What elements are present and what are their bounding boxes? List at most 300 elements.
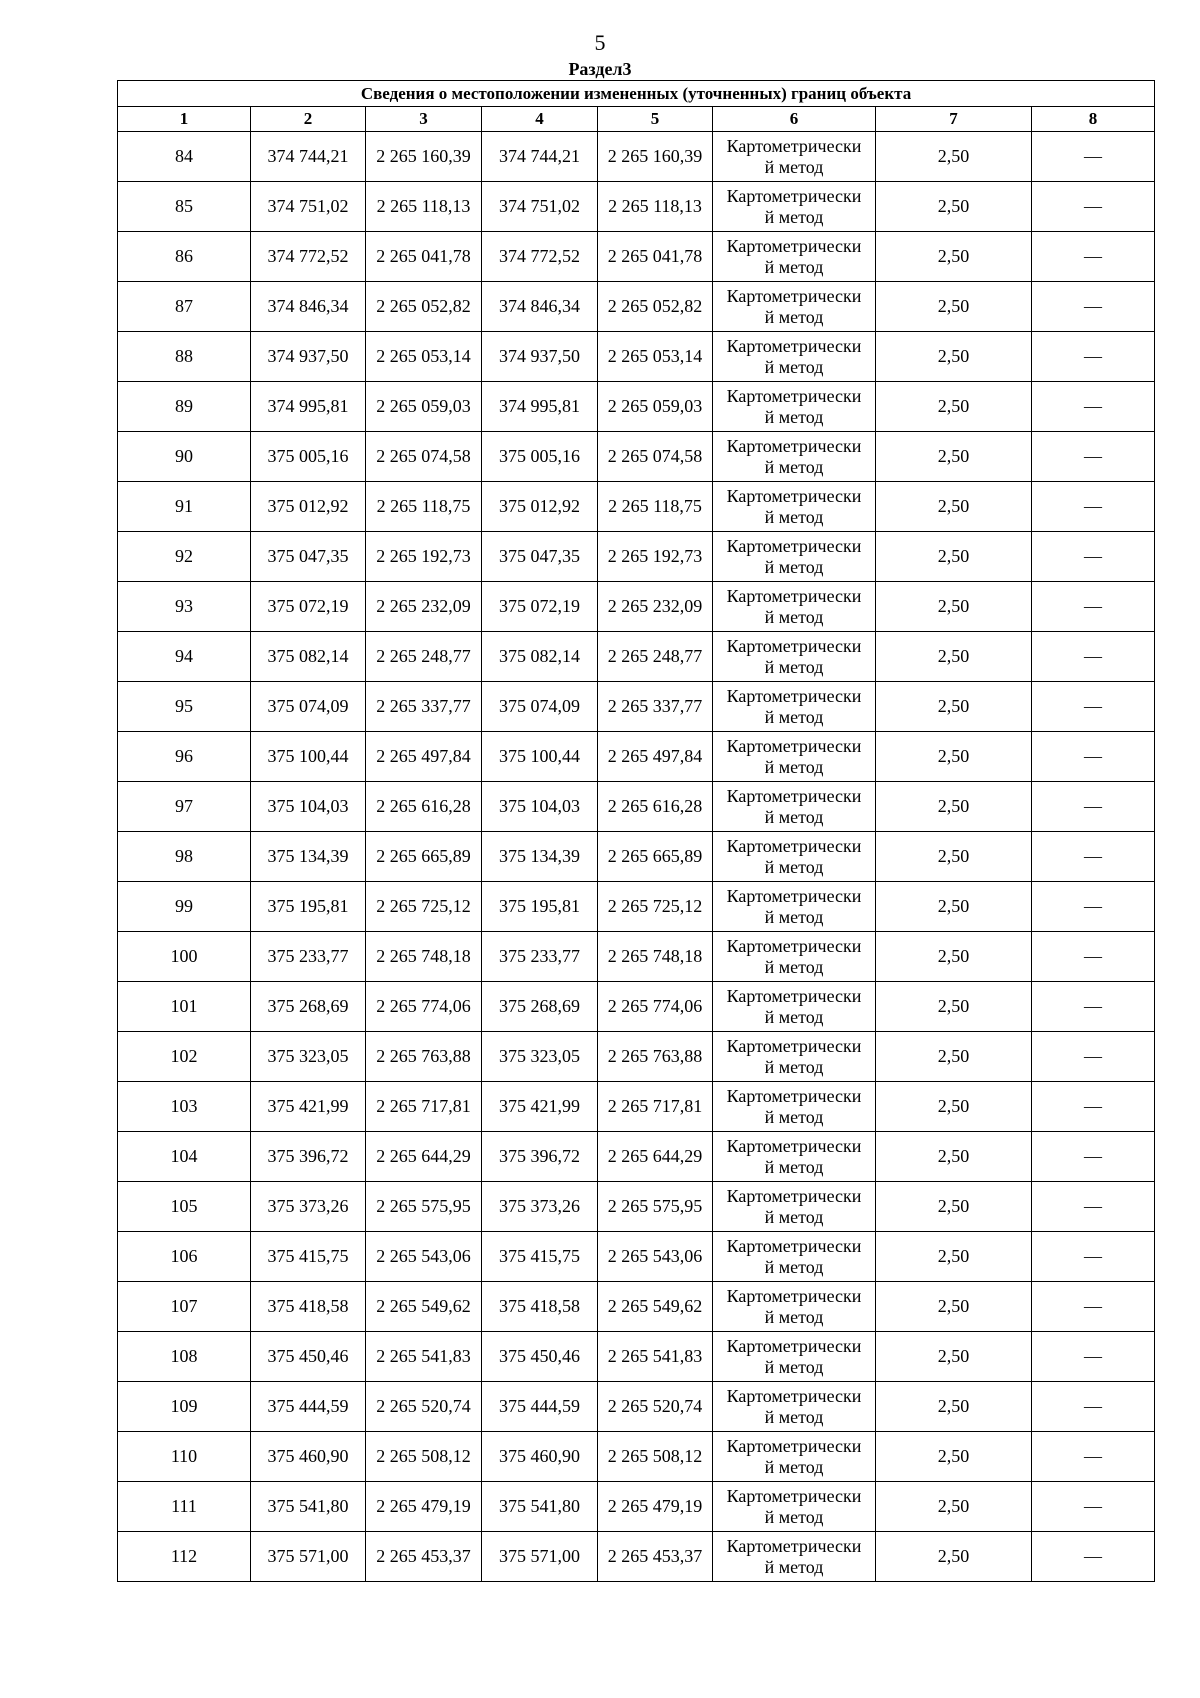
coord-x-new-cell: 374 937,50 [482,332,598,382]
accuracy-cell: 2,50 [876,682,1032,732]
accuracy-cell: 2,50 [876,1182,1032,1232]
coord-y-cell: 2 265 549,62 [366,1282,482,1332]
coord-x-cell: 375 134,39 [251,832,366,882]
method-text-line2: й метод [764,406,824,427]
point-number-cell: 95 [118,682,251,732]
point-number-cell: 112 [118,1532,251,1582]
method-text-line1: Картометрически [726,135,862,156]
point-number-cell: 102 [118,1032,251,1082]
method-text-line2: й метод [764,1456,824,1477]
accuracy-cell: 2,50 [876,1232,1032,1282]
coord-y-cell: 2 265 508,12 [366,1432,482,1482]
section-title: Раздел3 [568,59,632,79]
coord-y-cell: 2 265 337,77 [366,682,482,732]
method-text-line1: Картометрически [726,985,862,1006]
accuracy-cell: 2,50 [876,1432,1032,1482]
method-text-line2: й метод [764,656,824,677]
coord-x-cell: 375 100,44 [251,732,366,782]
accuracy-cell: 2,50 [876,1032,1032,1082]
method-text-line1: Картометрически [726,785,862,806]
method-cell [713,532,876,582]
accuracy-cell: 2,50 [876,582,1032,632]
method-text-line1: Картометрически [726,1485,862,1506]
column-number: 7 [876,107,1032,132]
coord-x-new-cell: 375 571,00 [482,1532,598,1582]
method-cell [713,1232,876,1282]
coord-y-cell: 2 265 192,73 [366,532,482,582]
coord-y-cell: 2 265 717,81 [366,1082,482,1132]
table-row [118,632,1155,682]
accuracy-cell: 2,50 [876,782,1032,832]
coord-x-cell: 375 074,09 [251,682,366,732]
method-cell [713,232,876,282]
table-row [118,382,1155,432]
coord-x-cell: 375 012,92 [251,482,366,532]
coord-y-new-cell: 2 265 541,83 [598,1332,713,1382]
method-cell [713,1382,876,1432]
table-row [118,1082,1155,1132]
table-row [118,482,1155,532]
description-cell: — [1032,882,1155,932]
boundary-coordinates-table [117,80,1155,1582]
method-cell [713,632,876,682]
method-text-line1: Картометрически [726,885,862,906]
accuracy-cell: 2,50 [876,1382,1032,1432]
coord-x-cell: 374 744,21 [251,132,366,182]
coord-y-new-cell: 2 265 616,28 [598,782,713,832]
point-number-cell: 105 [118,1182,251,1232]
coord-x-new-cell: 375 268,69 [482,982,598,1032]
accuracy-cell: 2,50 [876,332,1032,382]
method-text-line1: Картометрически [726,385,862,406]
method-text-line1: Картометрически [726,585,862,606]
method-text-line1: Картометрически [726,285,862,306]
method-text-line2: й метод [764,856,824,877]
method-text-line1: Картометрически [726,235,862,256]
accuracy-cell: 2,50 [876,1532,1032,1582]
coord-x-new-cell: 375 047,35 [482,532,598,582]
method-cell [713,1082,876,1132]
accuracy-cell: 2,50 [876,632,1032,682]
coord-y-cell: 2 265 479,19 [366,1482,482,1532]
coord-x-new-cell: 375 233,77 [482,932,598,982]
accuracy-cell: 2,50 [876,1282,1032,1332]
coord-y-new-cell: 2 265 508,12 [598,1432,713,1482]
accuracy-cell: 2,50 [876,1082,1032,1132]
description-cell: — [1032,1082,1155,1132]
coord-x-cell: 375 460,90 [251,1432,366,1482]
method-text-line1: Картометрически [726,1035,862,1056]
table-row [118,1432,1155,1482]
method-text-line1: Картометрически [726,1285,862,1306]
column-number: 4 [482,107,598,132]
description-cell: — [1032,982,1155,1032]
coord-x-cell: 375 415,75 [251,1232,366,1282]
method-text-line2: й метод [764,456,824,477]
method-text-line2: й метод [764,1306,824,1327]
coord-x-cell: 375 373,26 [251,1182,366,1232]
point-number-cell: 85 [118,182,251,232]
method-text-line2: й метод [764,1356,824,1377]
table-row [118,1232,1155,1282]
table-row [118,682,1155,732]
accuracy-cell: 2,50 [876,932,1032,982]
method-text-line1: Картометрически [726,1435,862,1456]
point-number-cell: 86 [118,232,251,282]
point-number-cell: 104 [118,1132,251,1182]
method-cell [713,482,876,532]
column-number: 8 [1032,107,1155,132]
coord-x-cell: 375 047,35 [251,532,366,582]
point-number-cell: 98 [118,832,251,882]
method-cell [713,682,876,732]
coord-y-cell: 2 265 053,14 [366,332,482,382]
point-number-cell: 110 [118,1432,251,1482]
description-cell: — [1032,282,1155,332]
accuracy-cell: 2,50 [876,282,1032,332]
coord-y-cell: 2 265 118,75 [366,482,482,532]
method-cell [713,1132,876,1182]
method-text-line1: Картометрически [726,1085,862,1106]
method-cell [713,1332,876,1382]
coord-y-new-cell: 2 265 118,13 [598,182,713,232]
method-text-line2: й метод [764,556,824,577]
accuracy-cell: 2,50 [876,882,1032,932]
method-text-line2: й метод [764,1206,824,1227]
accuracy-cell: 2,50 [876,1482,1032,1532]
method-cell [713,1032,876,1082]
coord-x-cell: 375 104,03 [251,782,366,832]
coord-y-new-cell: 2 265 665,89 [598,832,713,882]
method-cell [713,282,876,332]
coord-y-cell: 2 265 074,58 [366,432,482,482]
coord-x-cell: 375 571,00 [251,1532,366,1582]
coord-y-new-cell: 2 265 052,82 [598,282,713,332]
accuracy-cell: 2,50 [876,432,1032,482]
coord-x-new-cell: 375 418,58 [482,1282,598,1332]
coord-y-cell: 2 265 616,28 [366,782,482,832]
method-text-line2: й метод [764,956,824,977]
method-text-line2: й метод [764,1406,824,1427]
table-row [118,282,1155,332]
method-text-line1: Картометрически [726,485,862,506]
accuracy-cell: 2,50 [876,532,1032,582]
method-text-line2: й метод [764,1056,824,1077]
point-number-cell: 92 [118,532,251,582]
accuracy-cell: 2,50 [876,182,1032,232]
coord-y-cell: 2 265 575,95 [366,1182,482,1232]
coord-x-cell: 375 005,16 [251,432,366,482]
coord-y-new-cell: 2 265 644,29 [598,1132,713,1182]
coord-x-new-cell: 375 450,46 [482,1332,598,1382]
coord-x-new-cell: 375 541,80 [482,1482,598,1532]
method-cell [713,1182,876,1232]
table-body [118,132,1155,1582]
method-text-line1: Картометрически [726,1135,862,1156]
coord-y-new-cell: 2 265 059,03 [598,382,713,432]
coord-y-cell: 2 265 497,84 [366,732,482,782]
description-cell: — [1032,182,1155,232]
coord-y-cell: 2 265 748,18 [366,932,482,982]
point-number-cell: 109 [118,1382,251,1432]
coord-x-cell: 375 541,80 [251,1482,366,1532]
method-text-line2: й метод [764,906,824,927]
coord-y-cell: 2 265 665,89 [366,832,482,882]
method-text-line2: й метод [764,1556,824,1577]
point-number-cell: 97 [118,782,251,832]
coord-y-new-cell: 2 265 497,84 [598,732,713,782]
method-cell [713,1532,876,1582]
coord-x-cell: 375 444,59 [251,1382,366,1432]
description-cell: — [1032,1182,1155,1232]
method-text-line1: Картометрически [726,1185,862,1206]
description-cell: — [1032,532,1155,582]
table-caption: Сведения о местоположении измененных (уточненных) границ объекта [118,81,1155,107]
coord-x-new-cell: 374 995,81 [482,382,598,432]
coord-y-new-cell: 2 265 520,74 [598,1382,713,1432]
coord-x-cell: 375 072,19 [251,582,366,632]
accuracy-cell: 2,50 [876,482,1032,532]
method-text-line2: й метод [764,1256,824,1277]
point-number-cell: 84 [118,132,251,182]
coord-x-cell: 375 268,69 [251,982,366,1032]
accuracy-cell: 2,50 [876,232,1032,282]
accuracy-cell: 2,50 [876,982,1032,1032]
coord-x-cell: 375 195,81 [251,882,366,932]
column-number: 6 [713,107,876,132]
coord-y-cell: 2 265 232,09 [366,582,482,632]
coord-x-new-cell: 375 082,14 [482,632,598,682]
method-text-line2: й метод [764,156,824,177]
point-number-cell: 87 [118,282,251,332]
coord-y-new-cell: 2 265 575,95 [598,1182,713,1232]
method-text-line1: Картометрически [726,1385,862,1406]
method-text-line1: Картометрически [726,835,862,856]
method-text-line2: й метод [764,756,824,777]
method-text-line2: й метод [764,806,824,827]
description-cell: — [1032,1032,1155,1082]
coord-x-cell: 375 082,14 [251,632,366,682]
method-cell [713,182,876,232]
coord-x-new-cell: 375 005,16 [482,432,598,482]
coord-x-cell: 374 846,34 [251,282,366,332]
point-number-cell: 89 [118,382,251,432]
coord-y-new-cell: 2 265 192,73 [598,532,713,582]
method-text-line1: Картометрически [726,635,862,656]
description-cell: — [1032,332,1155,382]
point-number-cell: 111 [118,1482,251,1532]
point-number-cell: 93 [118,582,251,632]
point-number-cell: 101 [118,982,251,1032]
method-cell [713,732,876,782]
method-text-line1: Картометрически [726,1335,862,1356]
description-cell: — [1032,732,1155,782]
method-text-line2: й метод [764,706,824,727]
point-number-cell: 108 [118,1332,251,1382]
coord-y-new-cell: 2 265 337,77 [598,682,713,732]
description-cell: — [1032,1132,1155,1182]
point-number-cell: 106 [118,1232,251,1282]
coord-x-new-cell: 375 396,72 [482,1132,598,1182]
coord-y-cell: 2 265 059,03 [366,382,482,432]
accuracy-cell: 2,50 [876,1132,1032,1182]
column-number: 1 [118,107,251,132]
coord-y-new-cell: 2 265 717,81 [598,1082,713,1132]
table-row [118,1332,1155,1382]
accuracy-cell: 2,50 [876,382,1032,432]
coord-x-new-cell: 374 772,52 [482,232,598,282]
method-text-line2: й метод [764,1156,824,1177]
description-cell: — [1032,1532,1155,1582]
coord-x-new-cell: 375 421,99 [482,1082,598,1132]
method-cell [713,132,876,182]
coord-y-new-cell: 2 265 479,19 [598,1482,713,1532]
coord-y-new-cell: 2 265 774,06 [598,982,713,1032]
coord-y-cell: 2 265 541,83 [366,1332,482,1382]
accuracy-cell: 2,50 [876,732,1032,782]
coord-x-cell: 375 323,05 [251,1032,366,1082]
description-cell: — [1032,382,1155,432]
table-row [118,932,1155,982]
table-row [118,1182,1155,1232]
coord-x-new-cell: 375 323,05 [482,1032,598,1082]
method-text-line2: й метод [764,206,824,227]
accuracy-cell: 2,50 [876,132,1032,182]
coord-y-new-cell: 2 265 543,06 [598,1232,713,1282]
coord-y-new-cell: 2 265 160,39 [598,132,713,182]
coord-y-cell: 2 265 644,29 [366,1132,482,1182]
method-text-line2: й метод [764,306,824,327]
method-text-line1: Картометрически [726,935,862,956]
coord-y-cell: 2 265 774,06 [366,982,482,1032]
column-number: 2 [251,107,366,132]
coord-y-new-cell: 2 265 041,78 [598,232,713,282]
coord-x-new-cell: 374 751,02 [482,182,598,232]
coord-y-cell: 2 265 543,06 [366,1232,482,1282]
coord-x-cell: 375 418,58 [251,1282,366,1332]
coord-y-new-cell: 2 265 549,62 [598,1282,713,1332]
coord-x-new-cell: 375 195,81 [482,882,598,932]
method-text-line1: Картометрически [726,435,862,456]
table-row [118,1282,1155,1332]
point-number-cell: 88 [118,332,251,382]
table-row [118,332,1155,382]
coord-x-new-cell: 375 100,44 [482,732,598,782]
coord-y-new-cell: 2 265 725,12 [598,882,713,932]
method-text-line1: Картометрически [726,185,862,206]
coord-x-cell: 375 450,46 [251,1332,366,1382]
method-text-line2: й метод [764,606,824,627]
column-number: 3 [366,107,482,132]
table-row [118,582,1155,632]
coord-x-new-cell: 375 134,39 [482,832,598,882]
column-number: 5 [598,107,713,132]
description-cell: — [1032,1382,1155,1432]
accuracy-cell: 2,50 [876,832,1032,882]
method-cell [713,1282,876,1332]
coord-y-cell: 2 265 520,74 [366,1382,482,1432]
table-row [118,1382,1155,1432]
table-row [118,1532,1155,1582]
method-cell [713,1432,876,1482]
method-cell [713,932,876,982]
coord-x-cell: 375 233,77 [251,932,366,982]
method-cell [713,832,876,882]
accuracy-cell: 2,50 [876,1332,1032,1382]
coord-y-cell: 2 265 763,88 [366,1032,482,1082]
table-row [118,982,1155,1032]
method-text-line1: Картометрически [726,535,862,556]
method-text-line2: й метод [764,1506,824,1527]
coord-y-new-cell: 2 265 053,14 [598,332,713,382]
coord-x-cell: 374 751,02 [251,182,366,232]
coord-y-cell: 2 265 160,39 [366,132,482,182]
table-row [118,1482,1155,1532]
method-cell [713,782,876,832]
description-cell: — [1032,482,1155,532]
coord-y-new-cell: 2 265 453,37 [598,1532,713,1582]
method-text-line1: Картометрически [726,1535,862,1556]
description-cell: — [1032,632,1155,682]
table-row [118,832,1155,882]
method-cell [713,432,876,482]
description-cell: — [1032,1482,1155,1532]
coord-y-new-cell: 2 265 118,75 [598,482,713,532]
point-number-cell: 99 [118,882,251,932]
description-cell: — [1032,1282,1155,1332]
coord-x-cell: 375 396,72 [251,1132,366,1182]
point-number-cell: 94 [118,632,251,682]
coord-x-cell: 374 937,50 [251,332,366,382]
coord-x-cell: 375 421,99 [251,1082,366,1132]
coord-x-new-cell: 375 072,19 [482,582,598,632]
table-row [118,782,1155,832]
method-cell [713,982,876,1032]
coord-x-new-cell: 374 744,21 [482,132,598,182]
method-cell [713,332,876,382]
coord-y-cell: 2 265 725,12 [366,882,482,932]
method-text-line2: й метод [764,1106,824,1127]
coord-y-new-cell: 2 265 763,88 [598,1032,713,1082]
point-number-cell: 96 [118,732,251,782]
method-cell [713,1482,876,1532]
coord-y-cell: 2 265 118,13 [366,182,482,232]
description-cell: — [1032,582,1155,632]
description-cell: — [1032,782,1155,832]
description-cell: — [1032,132,1155,182]
coord-x-cell: 374 995,81 [251,382,366,432]
coord-y-cell: 2 265 052,82 [366,282,482,332]
point-number-cell: 91 [118,482,251,532]
description-cell: — [1032,932,1155,982]
table-row [118,432,1155,482]
coord-y-new-cell: 2 265 248,77 [598,632,713,682]
coord-y-cell: 2 265 041,78 [366,232,482,282]
method-cell [713,582,876,632]
coord-y-new-cell: 2 265 748,18 [598,932,713,982]
point-number-cell: 100 [118,932,251,982]
table-row [118,732,1155,782]
method-cell [713,382,876,432]
point-number-cell: 107 [118,1282,251,1332]
table-row [118,882,1155,932]
point-number-cell: 103 [118,1082,251,1132]
point-number-cell: 90 [118,432,251,482]
method-text-line1: Картометрически [726,335,862,356]
table-row [118,182,1155,232]
method-text-line2: й метод [764,1006,824,1027]
method-text-line2: й метод [764,256,824,277]
